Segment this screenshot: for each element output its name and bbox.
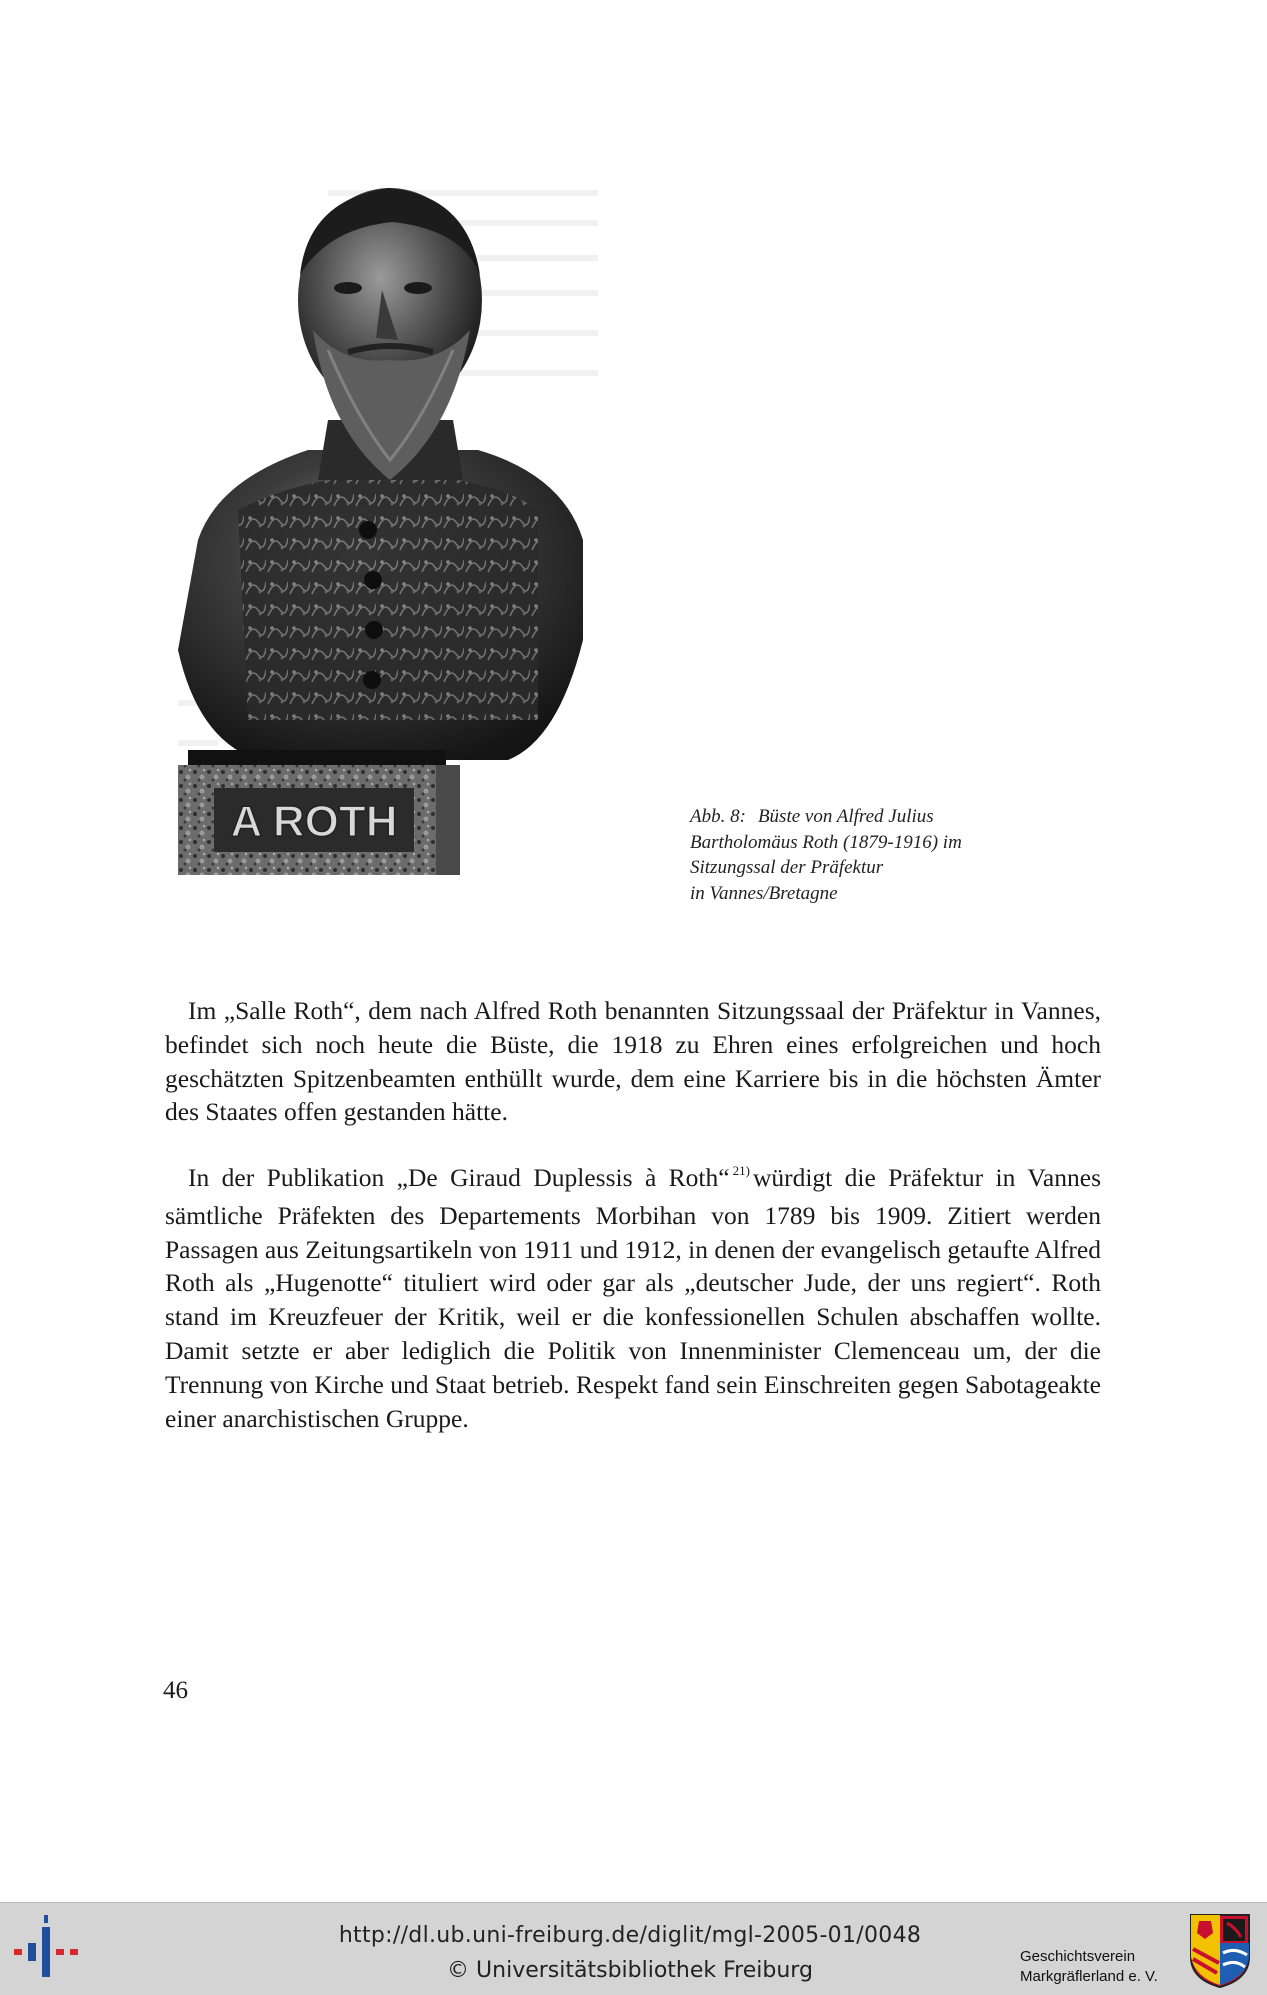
society-line: Markgräflerland e. V. [1020, 1968, 1158, 1985]
paragraph-2 [165, 1161, 1101, 1435]
caption-line: Sitzungssal der Präfektur [690, 857, 884, 878]
caption-line: Bartholomäus Roth (1879-1916) im [690, 831, 962, 853]
page-number: 46 [163, 1677, 188, 1704]
figure-caption [690, 804, 1090, 906]
caption-line: Büste von Alfred Julius [757, 806, 934, 827]
footer-bar [0, 1902, 1267, 1995]
caption-line: in Vannes/Bretagne [690, 882, 838, 904]
ub-freiburg-logo-icon[interactable] [14, 1913, 82, 1985]
source-url-link[interactable]: http://dl.ub.uni-freiburg.de/diglit/mgl-2005-01/0048 [338, 1923, 922, 1948]
footnote-marker[interactable]: 21) [732, 1163, 750, 1178]
copyright-text: © Universitätsbibliothek Freiburg [447, 1958, 813, 1983]
coat-of-arms-icon[interactable] [1189, 1913, 1251, 1989]
caption-label: Abb. 8: [690, 806, 746, 827]
paragraph-text: Im „Salle Roth“, dem nach Alfred Roth benannten Sitzungssaal der Präfektur in Vannes, befindet sich noch heute die Büste, die 1918 zu Ehren eines erfolgreichen und hoch geschätzten Spitzenbeamten enthüllt wurde, dem eine Karriere bis in die höchsten Ämter des Staates offen gestanden hätte. [165, 996, 1101, 1127]
bust-photo [178, 180, 610, 880]
paragraph-text: In der Publikation „De Giraud Duplessis à Roth“ [188, 1163, 730, 1192]
paragraph-text: würdigt die Präfektur in Vannes sämtliche Präfekten des Departements Morbihan von 1789 bis 1909. Zitiert werden Passagen aus Zeitungsartikeln von 1911 und 1912, in denen der evangelisch getaufte Alfred Roth als „Hugenotte“ tituliert wird oder gar als „deutscher Jude, der uns regiert“. Roth stand im Kreuzfeuer der Kritik, weil er die konfessionellen Schulen abschaffen wollte. Damit setzte er aber lediglich die Politik von Innenminister Clemenceau um, der die Trennung von Kirche und Staat betrieb. Respekt fand sein Einschreiten gegen Sabotageakte einer anarchistischen Gruppe. [165, 1163, 1101, 1433]
plinth-inscription: A ROTH [230, 797, 398, 846]
bust-illustration [178, 180, 610, 880]
society-line: Geschichtsverein [1020, 1948, 1136, 1965]
society-name [1020, 1947, 1185, 1987]
paragraph-1 [165, 994, 1101, 1129]
